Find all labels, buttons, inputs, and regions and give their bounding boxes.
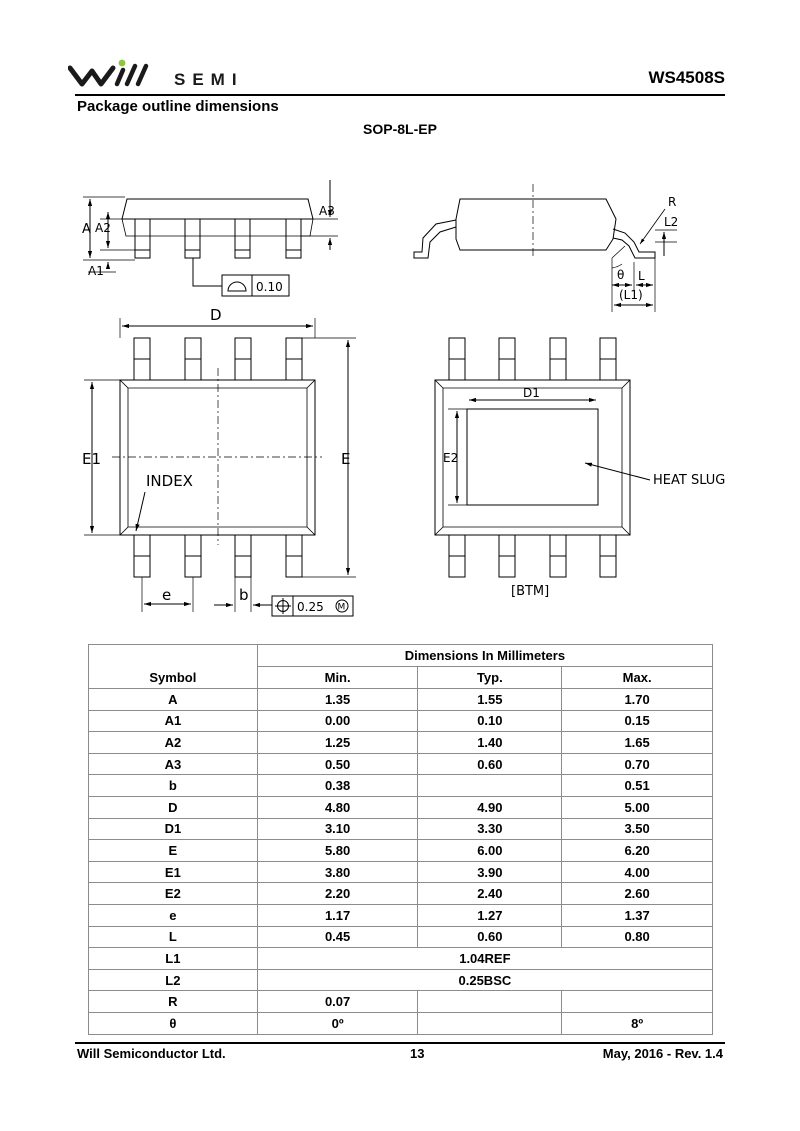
cell-symbol: A2 [89,732,258,754]
package-name: SOP-8L-EP [363,121,437,137]
cell-max: 5.00 [562,796,713,818]
table-row [89,753,713,775]
cell-span-value: 0.25BSC [257,969,712,991]
cell-symbol: E [89,840,258,862]
cell-typ: 0.60 [418,926,562,948]
index-label: INDEX [146,472,193,490]
cell-symbol: A3 [89,753,258,775]
cell-min: 0.00 [257,710,418,732]
cell-max: 1.65 [562,732,713,754]
cell-min: 3.10 [257,818,418,840]
col-header-symbol: Symbol [89,645,258,689]
bottom-view-lower-leads [449,535,616,577]
cell-typ: 0.60 [418,753,562,775]
cell-min: 0.45 [257,926,418,948]
table-row [89,883,713,905]
heat-slug-label: HEAT SLUG [653,473,726,488]
top-view-body [120,380,315,535]
table-row [89,796,713,818]
cell-min: 0º [257,1012,418,1034]
part-number: WS4508S [648,68,725,87]
table-row [89,732,713,754]
side-view-leads [135,219,301,258]
dim-label-E: E [341,450,351,468]
cell-typ: 3.30 [418,818,562,840]
top-view [82,306,356,616]
table-row [89,991,713,1013]
dim-label-L: L [638,269,645,283]
cell-max: 0.70 [562,753,713,775]
table-row [89,904,713,926]
cell-max: 0.15 [562,710,713,732]
page-number: 13 [410,1046,425,1061]
dim-label-D: D [210,306,222,324]
cell-min: 4.80 [257,796,418,818]
table-row [89,948,713,970]
cell-min: 1.35 [257,689,418,711]
heat-slug-pad [467,409,598,505]
dim-label-L2: L2 [664,215,679,229]
dimensions-table [88,644,713,1035]
cell-max: 4.00 [562,861,713,883]
bottom-view-label: [BTM] [511,584,550,599]
cell-min: 2.20 [257,883,418,905]
flatness-symbol-icon [228,282,246,291]
cell-typ: 4.90 [418,796,562,818]
dim-label-theta: θ [617,268,625,282]
dim-label-e: e [162,586,172,604]
cell-min: 0.50 [257,753,418,775]
cell-span-value: 1.04REF [257,948,712,970]
cell-typ: 0.10 [418,710,562,732]
cell-symbol: R [89,991,258,1013]
cell-max: 1.37 [562,904,713,926]
footer-date-revision: May, 2016 - Rev. 1.4 [602,1046,723,1061]
side-view [82,180,338,296]
table-row [89,1012,713,1034]
cell-typ: 3.90 [418,861,562,883]
position-tolerance-value: 0.25 [297,600,324,614]
cell-symbol: A1 [89,710,258,732]
cell-max: 3.50 [562,818,713,840]
cell-symbol: A [89,689,258,711]
cell-max: 0.51 [562,775,713,797]
cell-min: 1.17 [257,904,418,926]
cell-max: 8º [562,1012,713,1034]
logo-brand-text: SEMI [174,70,244,89]
end-view-body [456,199,616,250]
cell-typ [418,775,562,797]
cell-min: 0.07 [257,991,418,1013]
cell-min: 5.80 [257,840,418,862]
position-symbol-icon [275,598,291,614]
mmc-symbol-icon [336,600,348,613]
dim-label-A3: A3 [319,204,335,218]
cell-max: 2.60 [562,883,713,905]
svg-text:M: M [337,602,346,613]
end-view-lead [613,229,655,258]
col-header-min: Min. [257,667,418,689]
table-row [89,840,713,862]
col-header-max: Max. [562,667,713,689]
bottom-view-upper-leads [449,338,616,380]
dim-label-D1: D1 [523,386,540,400]
group-header: Dimensions In Millimeters [257,645,712,667]
dim-label-R: R [668,195,677,209]
dim-label-A2: A2 [95,221,111,235]
cell-symbol: e [89,904,258,926]
cell-typ: 1.27 [418,904,562,926]
footer-divider [75,1042,725,1044]
cell-symbol: D1 [89,818,258,840]
dim-label-L1: (L1) [619,288,643,302]
cell-typ: 1.55 [418,689,562,711]
section-title: Package outline dimensions [77,98,279,115]
table-row [89,861,713,883]
cell-max: 0.80 [562,926,713,948]
dim-label-b: b [239,586,249,604]
cell-max: 1.70 [562,689,713,711]
dim-label-A1: A1 [88,264,104,278]
dim-label-E2: E2 [443,451,459,465]
cell-typ: 1.40 [418,732,562,754]
cell-typ: 6.00 [418,840,562,862]
cell-typ [418,991,562,1013]
cell-max [562,991,713,1013]
cell-symbol: E1 [89,861,258,883]
table-row [89,818,713,840]
cell-symbol: D [89,796,258,818]
cell-typ [418,1012,562,1034]
dim-label-E1: E1 [82,450,102,468]
cell-symbol: E2 [89,883,258,905]
dim-label-A: A [82,222,91,237]
cell-min: 3.80 [257,861,418,883]
side-view-body [122,199,313,219]
cell-symbol: L2 [89,969,258,991]
cell-min: 0.38 [257,775,418,797]
footer-company: Will Semiconductor Ltd. [77,1046,226,1061]
end-view [414,184,678,312]
table-row [89,969,713,991]
table-row [89,710,713,732]
cell-max: 6.20 [562,840,713,862]
cell-typ: 2.40 [418,883,562,905]
cell-symbol: L [89,926,258,948]
cell-symbol: b [89,775,258,797]
table-row [89,775,713,797]
table-group-header-row [89,645,713,667]
table-row [89,926,713,948]
top-view-lower-leads [134,535,302,577]
cell-symbol: θ [89,1012,258,1034]
cell-symbol: L1 [89,948,258,970]
cell-min: 1.25 [257,732,418,754]
flatness-value: 0.10 [256,280,283,294]
table-row [89,689,713,711]
bottom-view-body [435,380,630,535]
col-header-typ: Typ. [418,667,562,689]
bottom-view [435,338,725,599]
